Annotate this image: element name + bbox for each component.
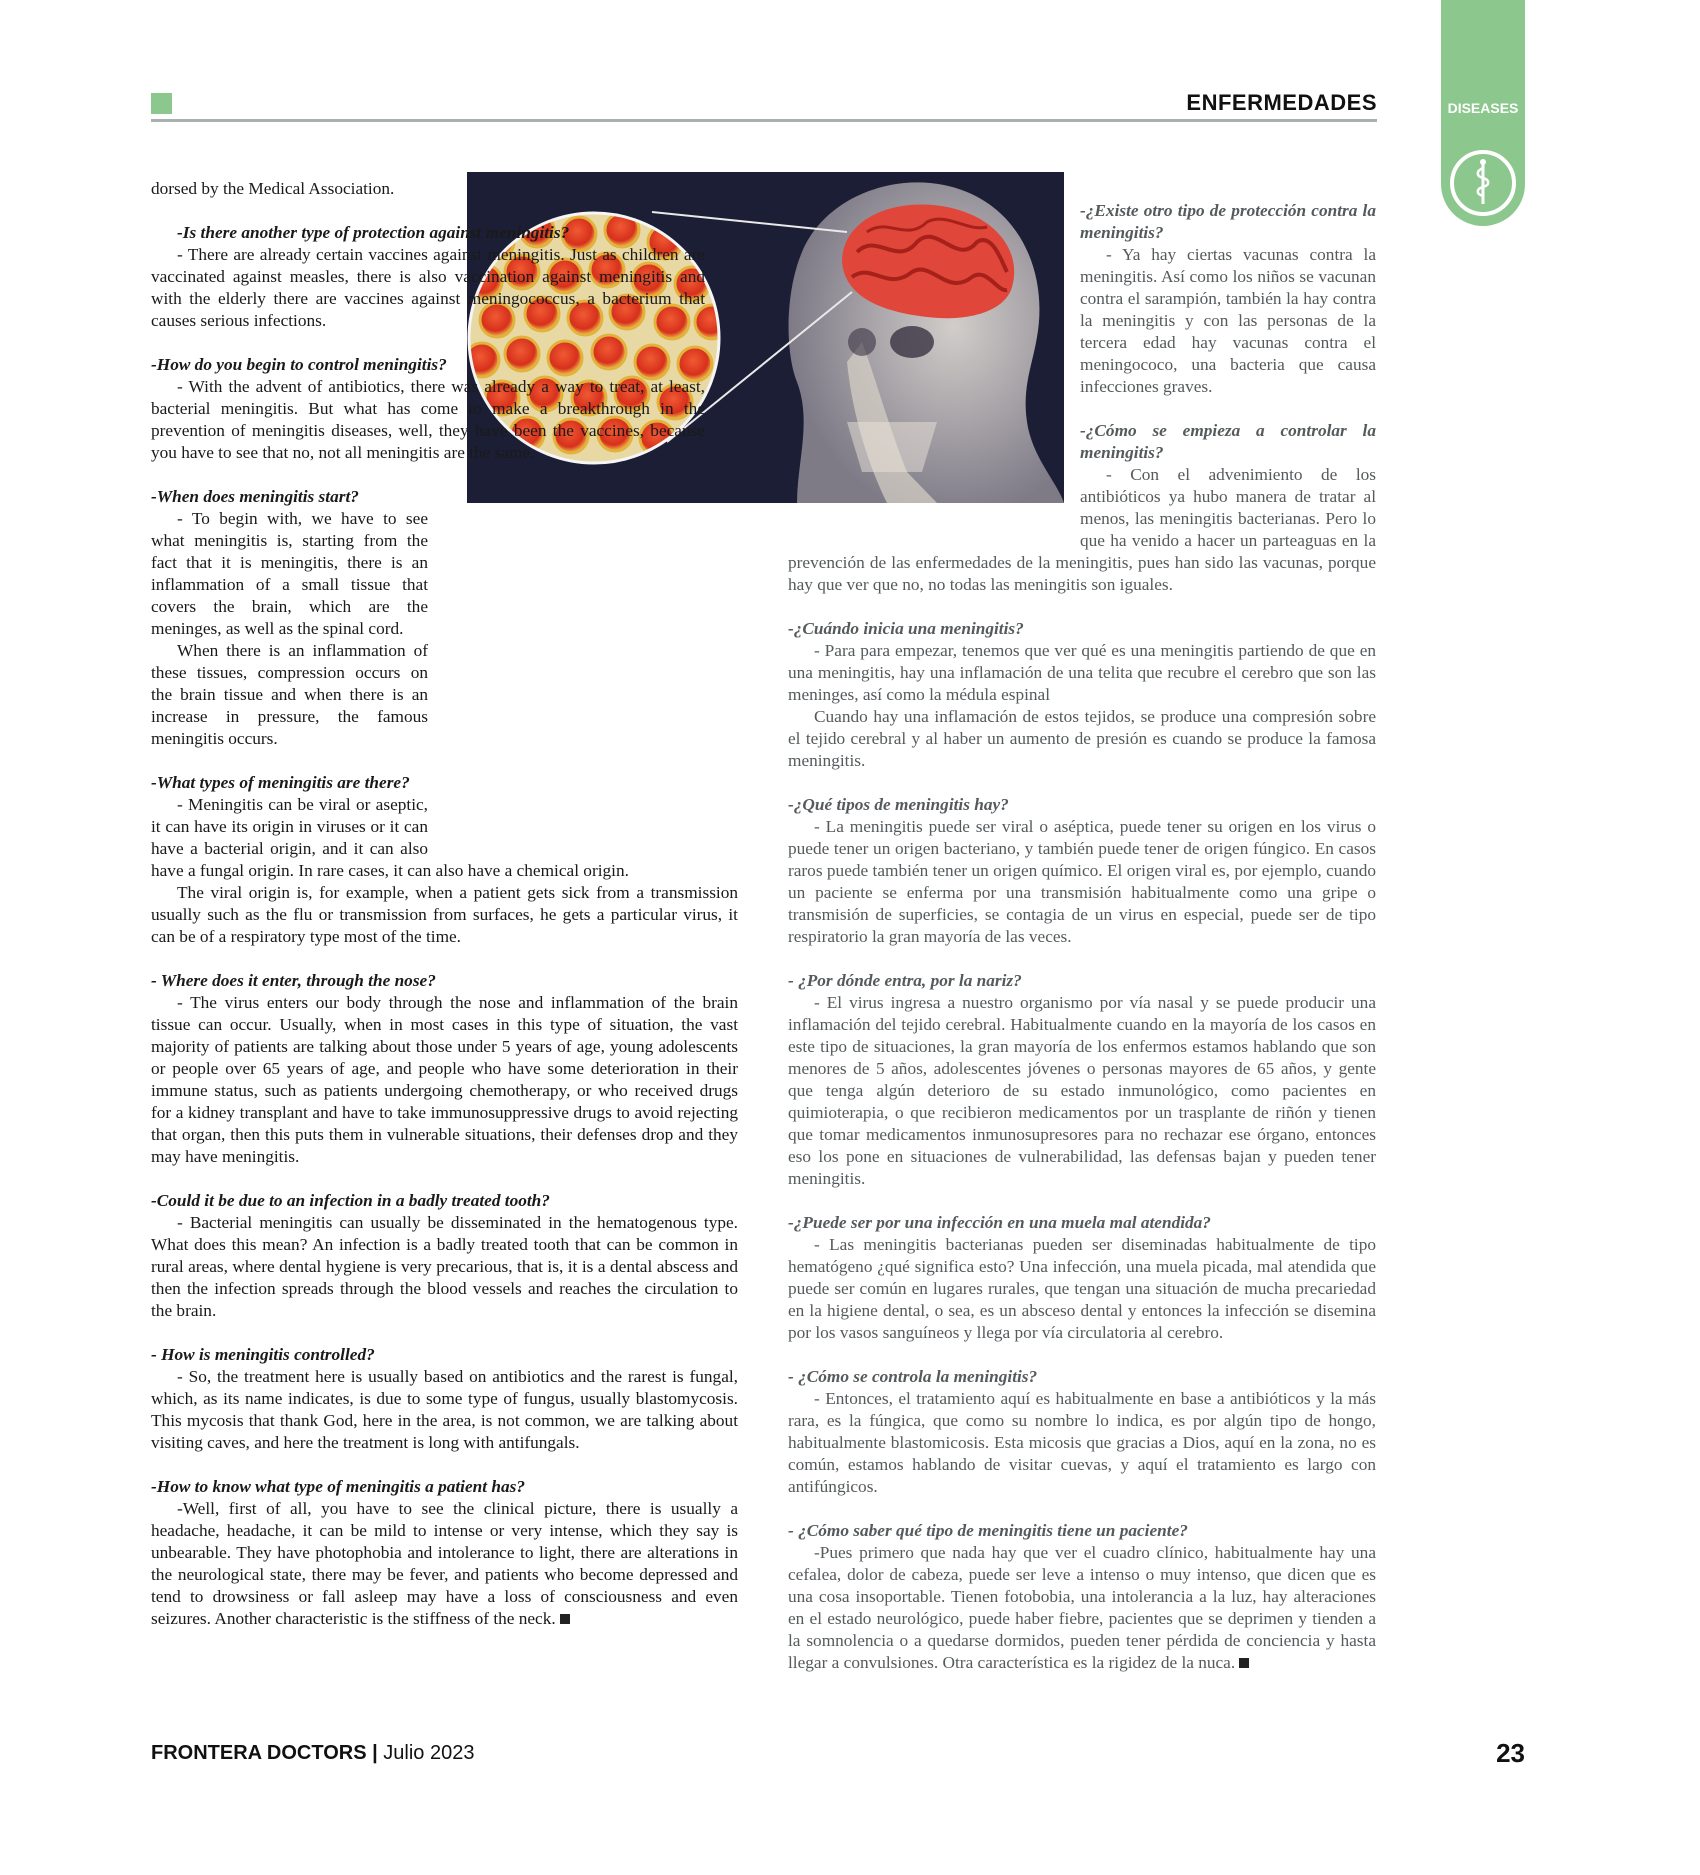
answer-paragraph: The viral origin is, for example, when a patient gets sick from a transmission usually such as the flu or transmission from surfaces, he gets a particular virus, it can be of a respiratory type most of the time.	[151, 883, 738, 946]
question-heading: -Is there another type of protection against meningitis?	[177, 223, 570, 242]
article-intro: dorsed by the Medical Association.	[151, 179, 395, 198]
end-mark	[1239, 1658, 1249, 1668]
answer-paragraph: - So, the treatment here is usually based on antibiotics and the rarest is fungal, which, as its name indicates, is due to some type of fungus, usually blastomycosis. This mycosis that thank God, here in the area, is not common, we are talking about visiting caves, and here the treatment is long with antifungals.	[151, 1367, 738, 1452]
issue-date: Julio 2023	[383, 1742, 475, 1764]
answer-paragraph: - La meningitis puede ser viral o aséptica, puede tener su origen en los virus o puede tener un origen bacteriano, y también puede tener de origen fúngico. En casos raros puede también tener un origen químico. El origen viral es, por ejemplo, cuando un paciente se enferma por una transmisión habitualmente como una gripe o transmisión de superficies, se contagia de un virus en especial, puede ser de tipo respiratorio la gran mayoría de las veces.	[788, 817, 1376, 946]
section-marker	[151, 93, 172, 114]
answer-paragraph: - To begin with, we have to see what meningitis is, starting from the fact that it is meningitis, there is an inflammation of a small tissue that covers the brain, which are the meninges, as well as the spinal cord.	[151, 509, 428, 638]
question-heading: -¿Qué tipos de meningitis hay?	[788, 795, 1009, 814]
answer-paragraph: - Las meningitis bacterianas pueden ser diseminadas habitualmente de tipo hematógeno ¿qué significa esto? Una infección, una muela picada, mal atendida que puede ser común en lugares rurales, que tengan una situación de mucha precariedad en la higiene dental, o sea, es un absceso dental y entonces la infección se disemina por los vasos sanguíneos y llega por vía circulatoria al cerebro.	[788, 1235, 1376, 1342]
question-heading: -¿Cómo se empieza a controlar la meningitis?	[1080, 421, 1376, 462]
footer-publication	[151, 1742, 474, 1765]
header-rule	[151, 119, 1377, 122]
answer-paragraph: - Bacterial meningitis can usually be disseminated in the hematogenous type. What does this mean? An infection is a badly treated tooth that can be common in rural areas, where dental hygiene is very precarious, that is, it is a dental abscess and then the infection spreads through the blood vessels and reaches the circulation to the brain.	[151, 1213, 738, 1320]
question-heading: -When does meningitis start?	[151, 487, 359, 506]
footer-separator: |	[372, 1742, 378, 1764]
publication-name: FRONTERA DOCTORS	[151, 1742, 367, 1764]
question-heading: - Where does it enter, through the nose?	[151, 971, 436, 990]
question-heading: -¿Cuándo inicia una meningitis?	[788, 619, 1024, 638]
english-article-column	[151, 178, 738, 1630]
question-heading: - ¿Cómo saber qué tipo de meningitis tiene un paciente?	[788, 1521, 1188, 1540]
answer-paragraph: When there is an inflammation of these tissues, compression occurs on the brain tissue and when there is an increase in pressure, the famous meningitis occurs.	[151, 641, 428, 748]
question-heading: - ¿Cómo se controla la meningitis?	[788, 1367, 1038, 1386]
answer-paragraph: - There are already certain vaccines against meningitis. Just as children are vaccinated against measles, there is also vaccination against meningitis and with the elderly there are vaccines against meningococcus, a bacterium that causes serious infections.	[151, 245, 705, 330]
question-heading: -¿Puede ser por una infección en una muela mal atendida?	[788, 1213, 1211, 1232]
answer-paragraph: -Well, first of all, you have to see the clinical picture, there is usually a headache, headache, it can be mild to intense or very intense, which they say is unbearable. They have photophobia and intolerance to light, there are alterations in the neurological state, there may be fever, and patients who become depressed and tend to drowsiness or fall asleep may have a loss of consciousness and even seizures. Another characteristic is the stiffness of the neck.	[151, 1499, 738, 1628]
section-title: ENFERMEDADES	[1186, 90, 1377, 115]
end-mark	[560, 1614, 570, 1624]
question-heading: - ¿Por dónde entra, por la nariz?	[788, 971, 1022, 990]
answer-paragraph: - El virus ingresa a nuestro organismo por vía nasal y se puede producir una inflamación del tejido cerebral. Habitualmente cuando en la mayoría de los casos en este tipo de situaciones, la gran mayoría de los enfermos estamos hablando que son menores de 5 años, adolescentes jóvenes o personas mayores de 65 años, y gente que tenga algún deterioro de su estado inmunológico, como pacientes en quimioterapia, o que recibieron medicamentos por un trasplante de riñón y tienen que tomar medicamentos inmunosupresores para no rechazar ese órgano, entonces eso los pone en situaciones de vulnerabilidad, las defensas bajan y pueden tener meningitis.	[788, 993, 1376, 1188]
spanish-article-column	[788, 200, 1376, 1674]
question-heading: -Could it be due to an infection in a badly treated tooth?	[151, 1191, 550, 1210]
side-tab	[1441, 0, 1525, 226]
caduceus-icon	[1448, 148, 1518, 218]
side-tab-label: DISEASES	[1447, 100, 1519, 116]
answer-paragraph: - Con el advenimiento de los antibióticos ya hubo manera de tratar al menos, las meningitis bacterianas. Pero lo que ha venido a hacer un parteaguas en la prevención de las enfermedades de la meningitis, pues han sido las vacunas, porque hay que ver que no, no todas las meningitis son iguales.	[788, 465, 1376, 594]
answer-paragraph: -Pues primero que nada hay que ver el cuadro clínico, habitualmente hay una cefalea, dolor de cabeza, puede ser leve a intenso o muy intenso, que dicen que es una cosa insoportable. Tienen fotobobia, una intolerancia a la luz, hay alteraciones en el estado neurológico, puede haber fiebre, pacientes que se deprimen y tienden a la somnolencia o a quedarse dormidos, pueden tener pérdida de conciencia y hasta llegar a convulsiones. Otra característica es la rigidez de la nuca.	[788, 1543, 1376, 1672]
question-heading: -What types of meningitis are there?	[151, 773, 410, 792]
question-heading: -¿Existe otro tipo de protección contra la meningitis?	[1080, 201, 1376, 242]
question-heading: -How to know what type of meningitis a patient has?	[151, 1477, 525, 1496]
answer-paragraph: - The virus enters our body through the nose and inflammation of the brain tissue can occur. Usually, when in most cases in this type of situation, the vast majority of patients are talking about those under 5 years of age, young adolescents or people over 65 years of age, and people who have some deterioration in their immune status, such as patients undergoing chemotherapy, or who received drugs for a kidney transplant and have to take immunosuppressive drugs to avoid rejecting that organ, then this puts them in vulnerable situations, their defenses drop and they may have meningitis.	[151, 993, 738, 1166]
answer-paragraph: - Entonces, el tratamiento aquí es habitualmente en base a antibióticos y la más rara, es la fúngica, que como su nombre lo indica, es por algún tipo de hongo, habitualmente blastomicosis. Esta micosis que gracias a Dios, aquí en la zona, no es común, estamos hablando de visitar cuevas, y aquí el tratamiento es largo con antifúngicos.	[788, 1389, 1376, 1496]
answer-paragraph: - Meningitis can be viral or aseptic, it can have its origin in viruses or it can have a bacterial origin, and it can also have a fungal origin. In rare cases, it can also have a chemical origin.	[151, 795, 629, 880]
page-number: 23	[1496, 1738, 1525, 1768]
answer-paragraph: - With the advent of antibiotics, there was already a way to treat, at least, bacterial meningitis. But what has come to make a breakthrough in the prevention of meningitis diseases, well, they have been the vaccines, because you have to see that no, not all meningitis are the same.	[151, 377, 705, 462]
answer-paragraph: - Para para empezar, tenemos que ver qué es una meningitis partiendo de que en una meningitis, hay una inflamación de una telita que recubre el cerebro que son las meninges, así como la médula espinal	[788, 641, 1376, 704]
question-heading: - How is meningitis controlled?	[151, 1345, 375, 1364]
question-heading: -How do you begin to control meningitis?	[151, 355, 447, 374]
answer-paragraph: - Ya hay ciertas vacunas contra la meningitis. Así como los niños se vacunan contra el sarampión, también la hay contra la meningitis y con las personas de la tercera edad hay vacunas contra el meningococo, una bacteria que causa infecciones graves.	[1080, 245, 1376, 396]
answer-paragraph: Cuando hay una inflamación de estos tejidos, se produce una compresión sobre el tejido cerebral y al haber un aumento de presión es cuando se produce la famosa meningitis.	[788, 707, 1376, 770]
